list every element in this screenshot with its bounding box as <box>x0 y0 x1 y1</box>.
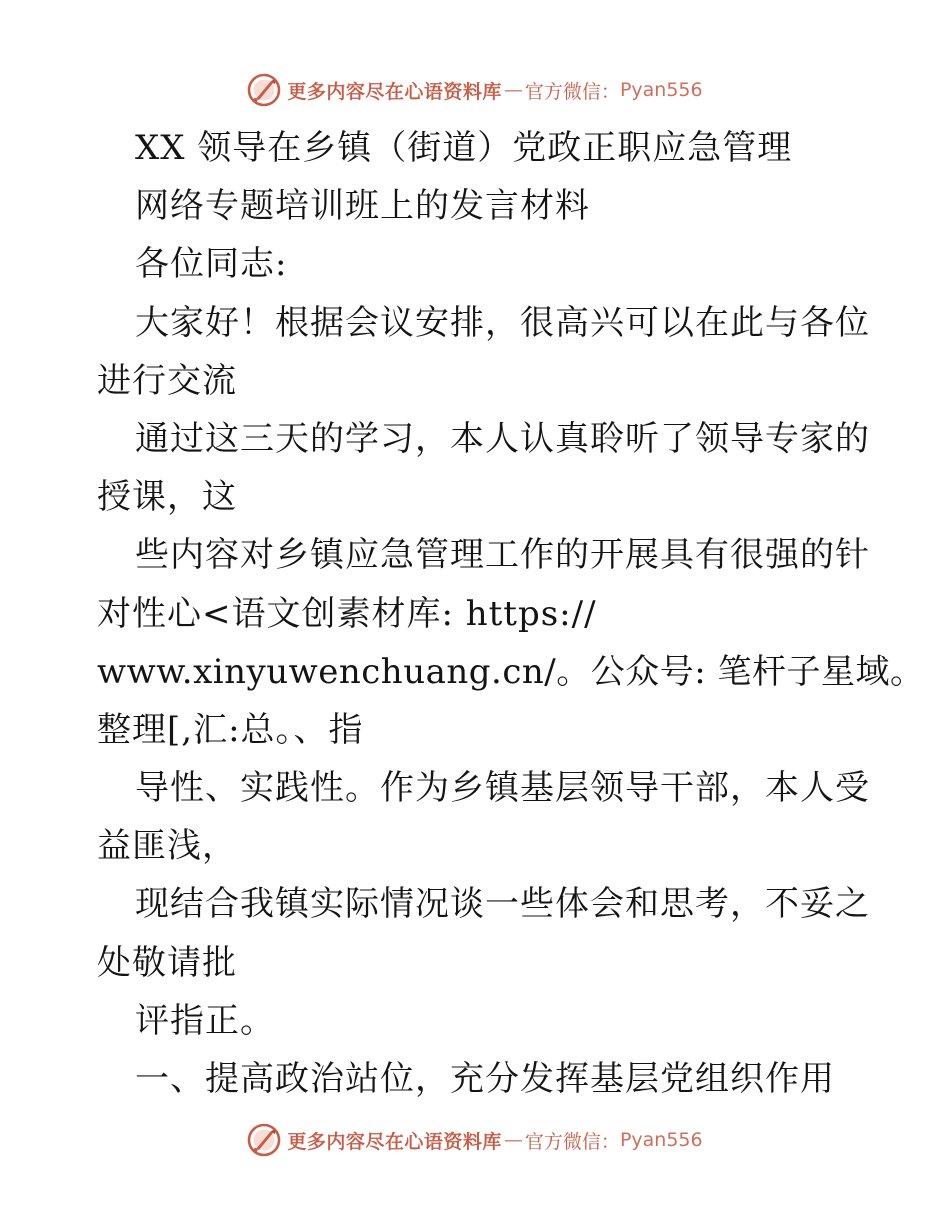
paragraph-3-line-1: 些内容对乡镇应急管理工作的开展具有很强的针 <box>135 535 870 576</box>
watermark-separator: — <box>503 79 523 101</box>
paragraph-6-line-1: 评指正。 <box>135 1000 275 1041</box>
document-title-line-2: 网络专题培训班上的发言材料 <box>135 186 590 227</box>
paragraph-4-line-1: 导性、实践性。作为乡镇基层领导干部，本人受 <box>135 768 870 809</box>
watermark-label: 官方微信： <box>524 1130 620 1153</box>
watermark-header <box>0 70 950 110</box>
document-body <box>97 119 925 1108</box>
watermark-label: 官方微信： <box>524 80 620 103</box>
paragraph-3-line-4: 整理[,汇:总。、指 <box>97 709 364 750</box>
paragraph-1-line-1: 大家好！根据会议安排，很高兴可以在此与各位 <box>135 302 870 343</box>
paragraph-5-line-2: 处敬请批 <box>97 942 237 983</box>
quill-pen-logo-icon <box>247 1123 281 1157</box>
paragraph-4-line-2: 益匪浅， <box>97 826 237 867</box>
paragraph-2-line-1: 通过这三天的学习，本人认真聆听了领导专家的 <box>135 418 870 459</box>
watermark-brand: 更多内容尽在心语资料库 <box>287 1130 502 1153</box>
watermark-separator: — <box>503 1129 523 1151</box>
watermark-brand: 更多内容尽在心语资料库 <box>287 80 502 103</box>
watermark-handle: Pyan556 <box>619 1129 703 1151</box>
watermark-footer <box>0 1120 950 1160</box>
paragraph-3-line-2: 对性心<语文创素材库: https:// <box>97 593 597 634</box>
section-heading-1: 一、提高政治站位，充分发挥基层党组织作用 <box>135 1059 835 1099</box>
paragraph-2-line-2: 授课，这 <box>97 477 237 518</box>
paragraph-5-line-1: 现结合我镇实际情况谈一些体会和思考，不妥之 <box>135 884 870 925</box>
salutation: 各位同志: <box>135 244 288 285</box>
paragraph-1-line-2: 进行交流 <box>97 360 237 401</box>
paragraph-3-line-3: www.xinyuwenchuang.cn/。公众号: 笔杆子星域。 <box>97 651 925 692</box>
quill-pen-logo-icon <box>247 73 281 107</box>
watermark-handle: Pyan556 <box>619 79 703 101</box>
document-title-line-1: XX 领导在乡镇（街道）党政正职应急管理 <box>135 128 793 168</box>
